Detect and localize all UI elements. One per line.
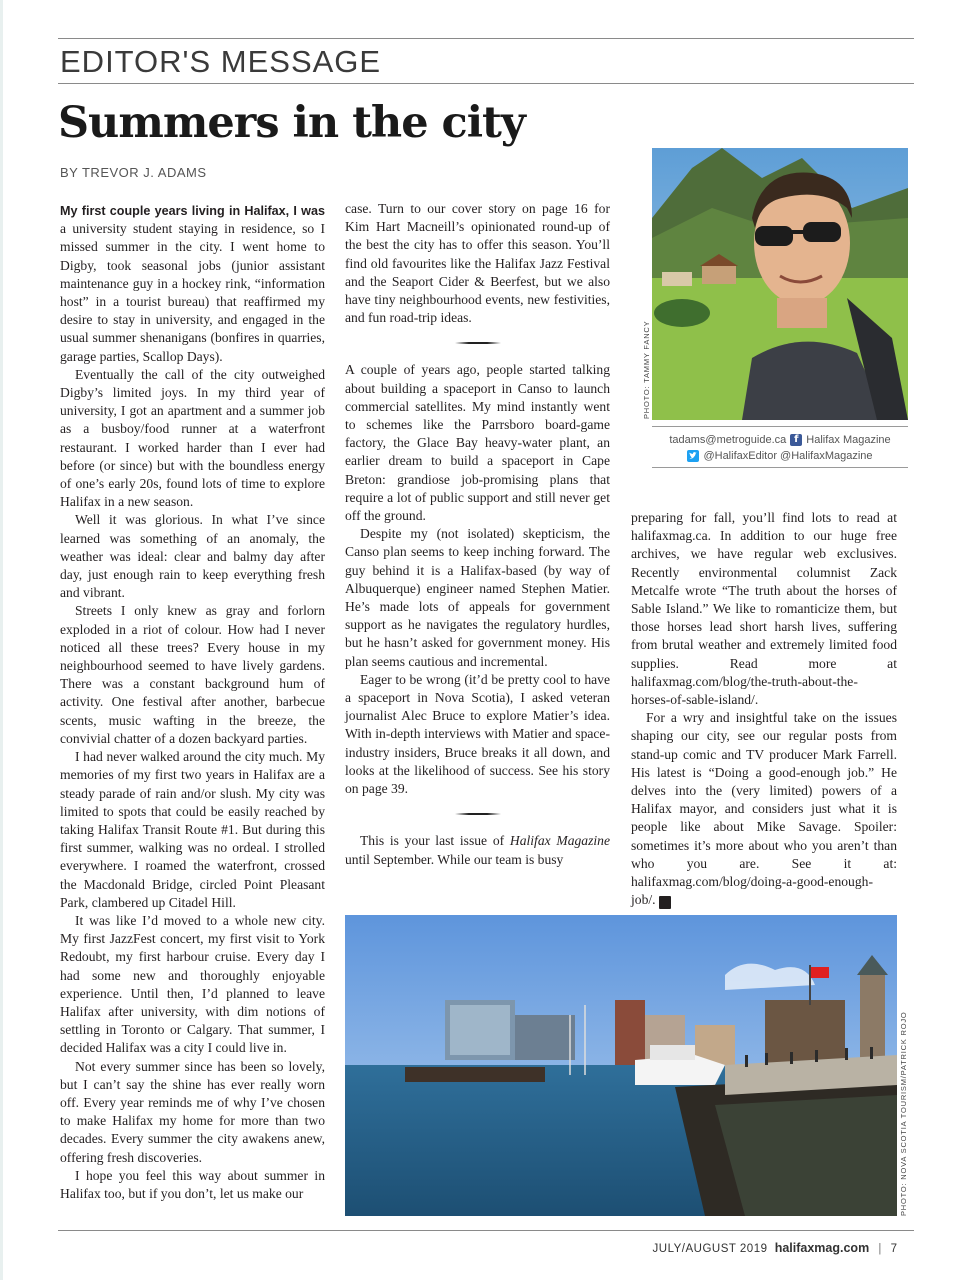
paragraph: preparing for fall, you’ll find lots to read at halifaxmag.ca. In addition to our huge free archives, we have regular web exclusives. Recently environmental columnist Zack Metcalfe wrote “The truth about the horses of Sable Island.” We like to romanticize them, but those horses lead short harsh lives, suffering from brutal weather and extremely limited food supplies. Read more at halifaxmag.com/blog/the-truth-about-the-horses-of-sable-island/. xyxy=(631,510,897,708)
paragraph: Eager to be wrong (it’d be pretty cool to have a spaceport in Nova Scotia), I asked veteran journalist Alec Bruce to explore Matier’s idea. With in-depth interviews with Matier and space-industry insiders, Bruce breaks it all down, and looks at the likelihood of success. See his story on page 39. xyxy=(345,671,610,797)
contact-row-twitter xyxy=(652,450,908,462)
editor-portrait-photo xyxy=(652,148,908,420)
halifax-waterfront-photo xyxy=(345,915,897,1216)
section-rule-top xyxy=(58,38,914,39)
paragraph: I had never walked around the city much. My memories of my first two years in Halifax are a steady parade of rain and/or slush. My city was limited to spots that could be easily reached by taking Halifax Transit Route #1. But during this first summer, walking was no ordeal. I strolled everywhere. I roamed the waterfront, crossed the Macdonald Bridge, circled Point Pleasant Park, clambered up Citadel Hill. xyxy=(60,749,325,910)
byline: BY TREVOR J. ADAMS xyxy=(60,165,207,180)
article-column-1 xyxy=(60,202,325,1203)
paragraph-text: a university student staying in residence, so I missed summer in the city. I went home to Digby, took seasonal jobs (junior assistant maintenance guy in a hockey rink, “information host” in a tourist bureau) that reaffirmed my desire to stay in university, and engaged in the usual summer shenanigans (bonfires in quarries, garage parties, Scallop Days). xyxy=(60,221,325,364)
issue-date: JULY/AUGUST 2019 xyxy=(652,1243,768,1255)
section-divider xyxy=(345,335,610,351)
paragraph: Well it was glorious. In what I’ve since learned was something of an anomaly, the weather was ideal: clear and balmy day after day, just enough rain to keep everything fresh and vibrant. xyxy=(60,512,325,601)
lead-in: My first couple years living in Halifax, I was xyxy=(60,204,325,218)
paragraph xyxy=(60,202,325,366)
article-column-2 xyxy=(345,200,610,869)
page-footer xyxy=(653,1241,897,1255)
paragraph-text: until September. While our team is busy xyxy=(345,851,564,867)
twitter-icon xyxy=(687,450,699,462)
contact-rule-bottom xyxy=(652,467,908,468)
paragraph: Eventually the call of the city outweighed Digby’s limited joys. In my third year of university, I got an apartment and a summer job as a busboy/food runner at a waterfront restaurant. I worked harder than I ever had before (or since) but with the boundless energy of one’s early 20s, found lots of time to explore Halifax in a new season. xyxy=(60,366,325,510)
paragraph-text: For a wry and insightful take on the issues shaping our city, see our regular posts from stand-up comic and TV producer Mark Farrell. His latest is “Doing a good-enough job.” He delves into the (very limited) powers of a Halifax mayor, and considers just what it is people like about Mike Savage. Spoiler: sometimes it’s more about who you aren’t than who you are. See it at: halifaxmag.com/blog/doing-a-good-enough-job/. xyxy=(631,710,897,908)
section-divider xyxy=(345,806,610,822)
section-label: EDITOR'S MESSAGE xyxy=(60,44,382,79)
paragraph: Not every summer since has been so lovely, but I can’t say the shine has ever really worn off. Every year reminds me of why I’ve chosen to make Halifax my home for more than two decades. Every summer the city awakens anew, offering fresh discoveries. xyxy=(60,1058,325,1165)
twitter-handles[interactable]: @HalifaxEditor @HalifaxMagazine xyxy=(703,450,873,462)
article-column-3 xyxy=(631,509,897,909)
paragraph xyxy=(345,832,610,868)
page-number: 7 xyxy=(890,1243,897,1255)
end-mark-logo: H xyxy=(659,896,671,909)
paragraph: It was like I’d moved to a whole new city. My first JazzFest concert, my first visit to York Redoubt, my first harbour cruise. Every day I had some new and thoroughly enjoyable experience. Until then, I’d planned to leave Halifax after university, with dim notions of settling in Toronto or Calgary. That summer, I decided Halifax was a city I could live in. xyxy=(60,912,325,1056)
facebook-handle[interactable]: Halifax Magazine xyxy=(806,434,891,446)
paragraph: Streets I only knew as gray and forlorn exploded in a riot of colour. How had I never noticed all these trees? Every house in my neighbourhood seemed to have lively gardens. There was a constant background hum of activity. One festival after another, barbecue scents, music wafting in the breeze, the convivial chatter of a dozen backyard parties. xyxy=(60,603,325,746)
footer-separator: | xyxy=(878,1243,882,1255)
section-rule-bottom xyxy=(58,83,914,84)
facebook-icon: f xyxy=(790,434,802,446)
editor-email[interactable]: tadams@metroguide.ca xyxy=(669,434,787,446)
article-headline: Summers in the city xyxy=(58,98,525,148)
contact-row-email xyxy=(652,434,908,446)
paragraph-text: This is your last issue of xyxy=(360,833,505,849)
portrait-photo-credit: PHOTO: TAMMY FANCY xyxy=(642,320,651,419)
footer-rule xyxy=(58,1230,914,1231)
paragraph: I hope you feel this way about summer in Halifax too, but if you don’t, let us make our xyxy=(60,1167,325,1201)
paragraph xyxy=(631,709,897,909)
magazine-title: Halifax Magazine xyxy=(509,833,610,849)
contact-rule-top xyxy=(652,426,908,427)
paragraph: Despite my (not isolated) skepticism, the Canso plan seems to keep inching forward. The guy behind it is a Halifax-based (by way of Albuquerque) engineer named Stephen Matier. He’s made lots of appeals for government support as he navigates the regulatory hurdles, but he hasn’t asked for government money. His plan seems cautious and incremental. xyxy=(345,526,610,669)
page-edge-accent xyxy=(0,0,3,1280)
magazine-website[interactable]: halifaxmag.com xyxy=(774,1241,870,1255)
harbour-photo-credit: PHOTO: NOVA SCOTIA TOURISM/PATRICK ROJO xyxy=(899,1011,908,1216)
paragraph: A couple of years ago, people started talking about building a spaceport in Canso to launch commercial satellites. My mind instantly went to schemes like the Parrsboro board-game factory, the Glace Bay heavy-water plant, an earlier dream to build a spaceport in Cape Breton: grandiose job-promising plans that require a lot of public support and still never get off the ground. xyxy=(345,362,610,524)
paragraph: case. Turn to our cover story on page 16 for Kim Hart Macneill’s opinionated round-up of the best the city has to offer this season. You’ll find old favourites like the Halifax Jazz Festival and the Seaport Cider & Beerfest, but we also have tiny neighbourhood events, new festivities, and fun road-trip ideas. xyxy=(345,201,610,326)
